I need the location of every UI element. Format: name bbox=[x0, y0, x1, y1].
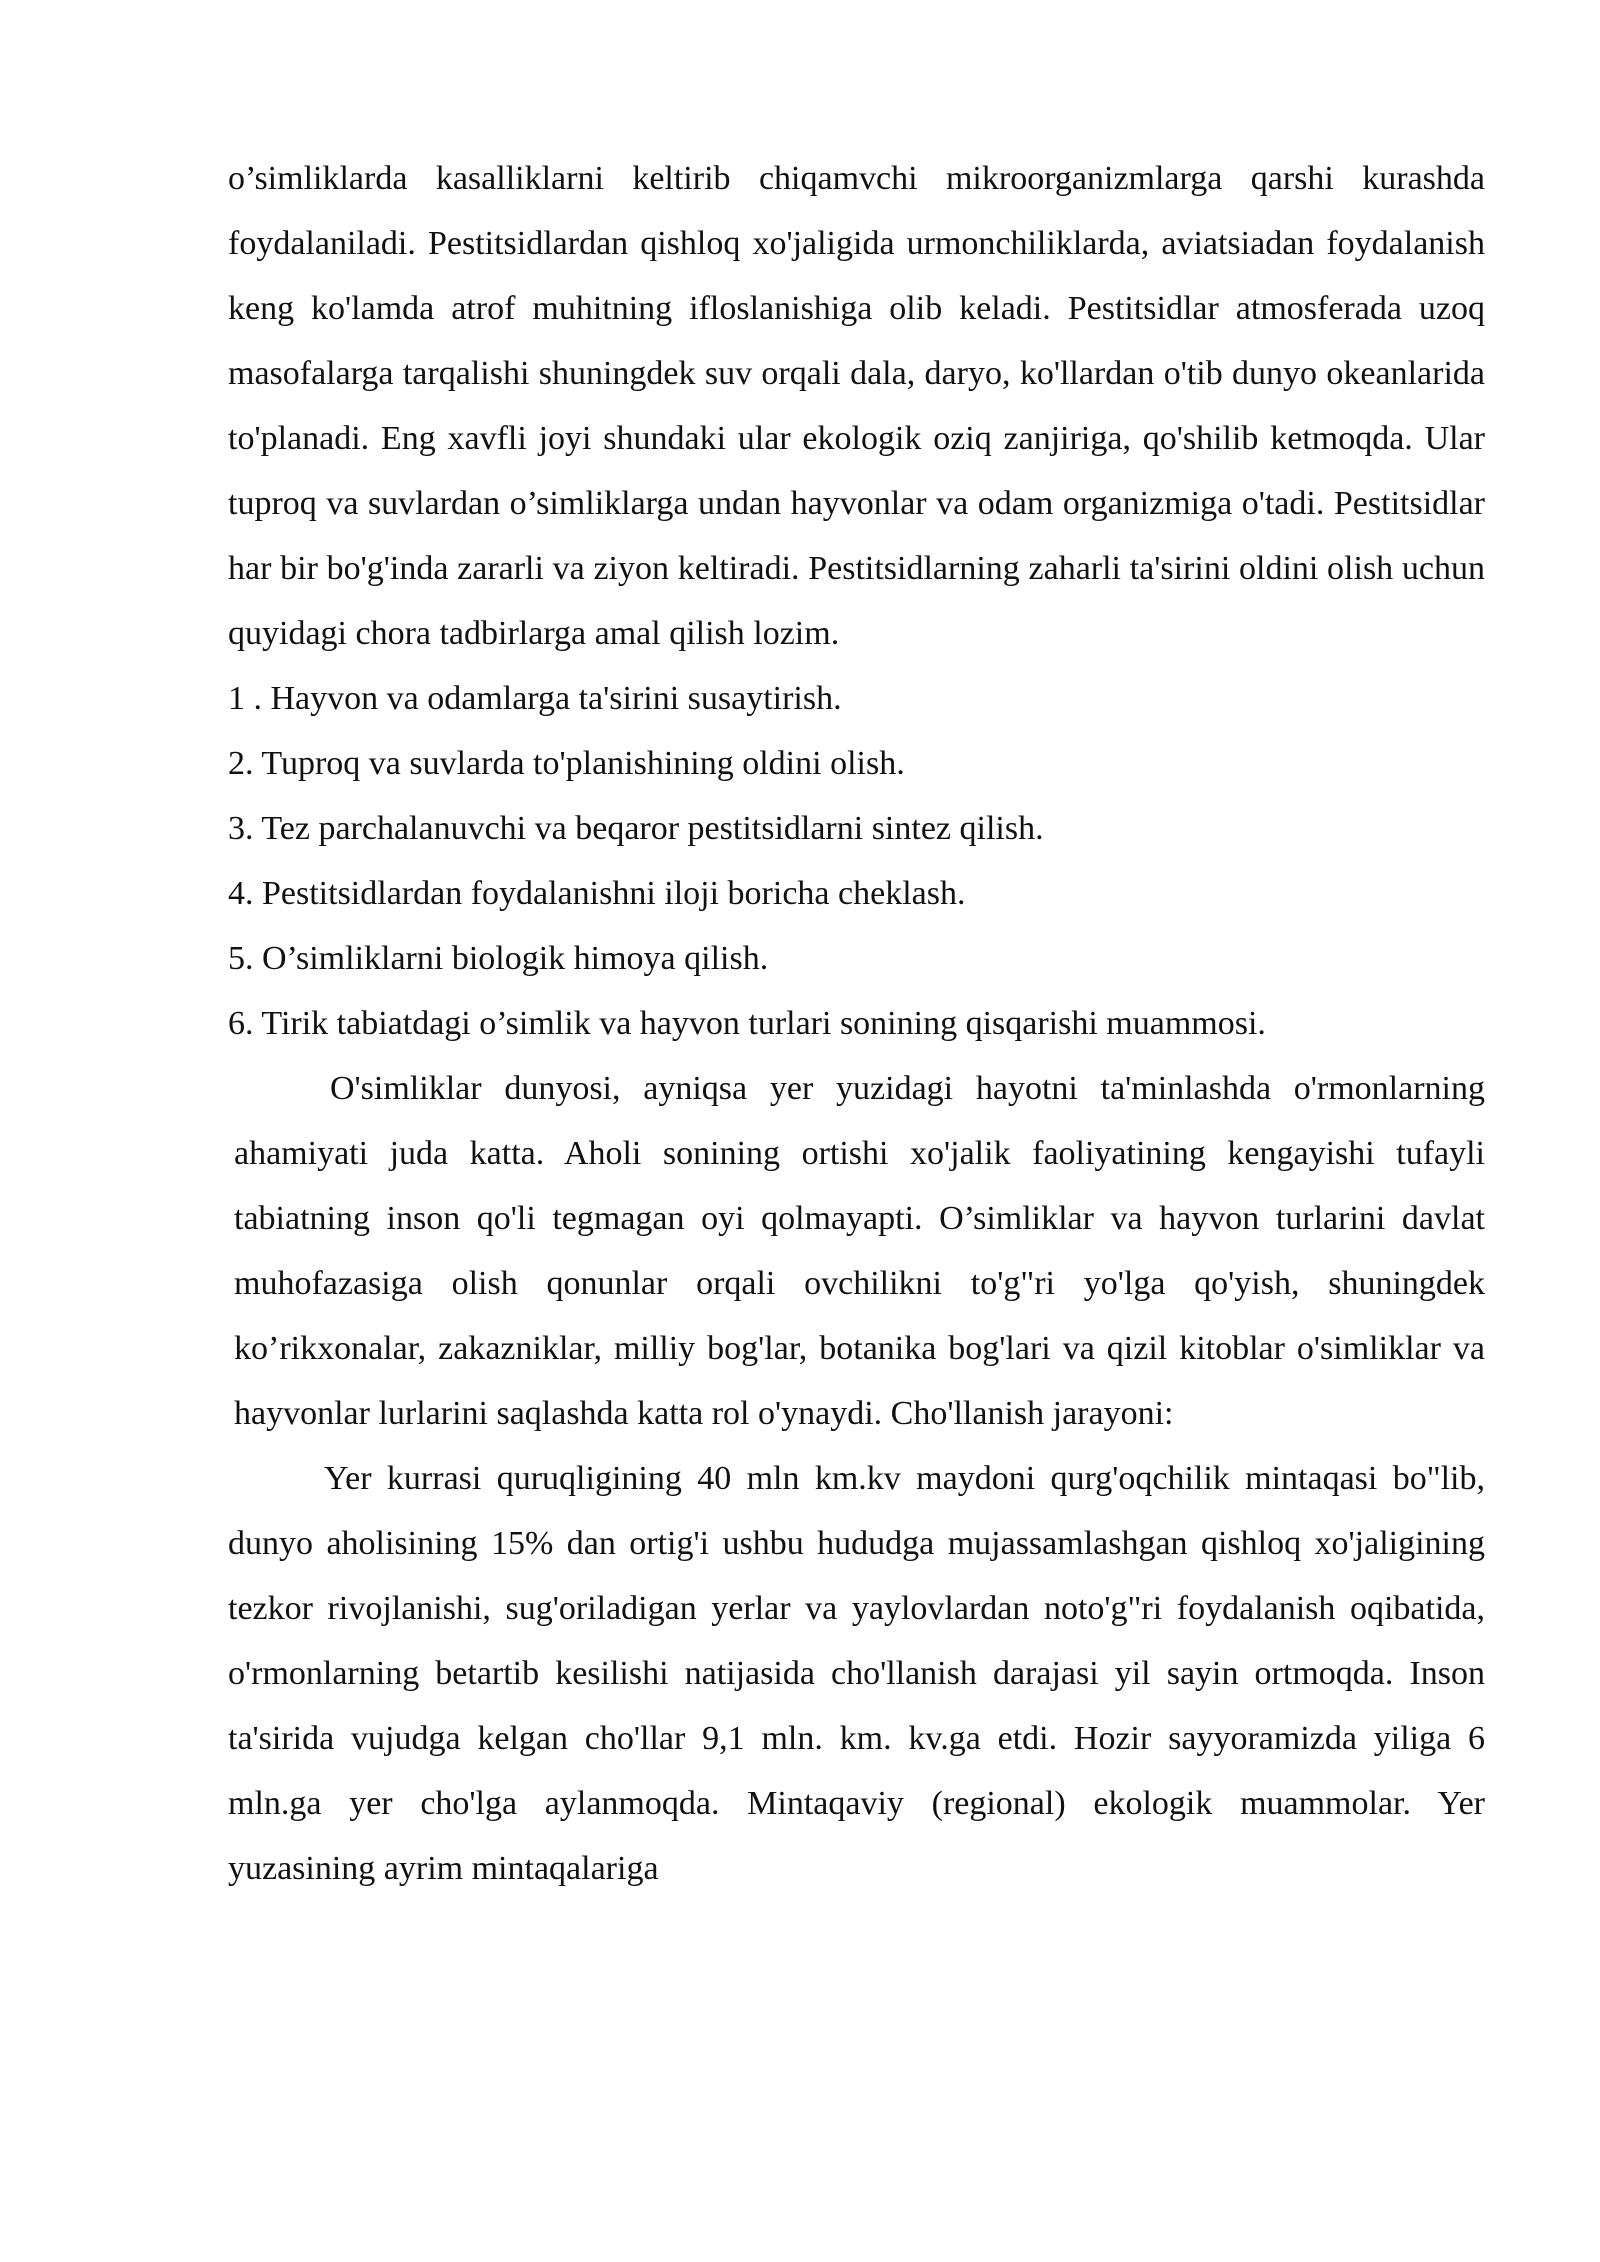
list-item: 6. Tirik tabiatdagi o’simlik va hayvon turlari sonining qisqarishi muammosi. bbox=[228, 1005, 1266, 1042]
list-item: 1 . Hayvon va odamlarga ta'sirini susaytirish. bbox=[228, 680, 842, 717]
measures-list bbox=[228, 666, 1485, 1056]
list-item: 2. Tuproq va suvlarda to'planishining oldini olish. bbox=[228, 745, 905, 782]
list-item: 5. O’simliklarni biologik himoya qilish. bbox=[228, 940, 769, 977]
paragraph-plant-world: O'simliklar dunyosi, ayniqsa yer yuzidagi hayotni ta'minlashda o'rmonlarning ahamiyati juda katta. Aholi sonining ortishi xo'jalik faoliyatining kengayishi tufayli tabiatning inson qo'li tegmagan oyi qolmayapti. O’simliklar va hayvon turlarini davlat muhofazasiga olish qonunlar orqali ovchilikni to'g"ri yo'lga qo'yish, shuningdek ko’rikxonalar, zakazniklar, milliy bog'lar, botanika bog'lari va qizil kitoblar o'simliklar va hayvonlar lurlarini saqlashda katta rol o'ynaydi. Cho'llanish jarayoni: bbox=[234, 1070, 1485, 1432]
paragraph-desertification: Yer kurrasi quruqligining 40 mln km.kv maydoni qurg'oqchilik mintaqasi bo"lib, dunyo aholisining 15% dan ortig'i ushbu hududga mujassamlashgan qishloq xo'jaligining tezkor rivojlanishi, sug'oriladigan yerlar va yaylovlardan noto'g"ri foydalanish oqibatida, o'rmonlarning betartib kesilishi natijasida cho'llanish darajasi yil sayin ortmoqda. Inson ta'sirida vujudga kelgan cho'llar 9,1 mln. km. kv.ga etdi. Hozir sayyoramizda yiliga 6 mln.ga yer cho'lga aylanmoqda. Mintaqaviy (regional) ekologik muammolar. Yer yuzasining ayrim mintaqalariga bbox=[228, 1460, 1485, 1887]
paragraph-pesticides: o’simliklarda kasalliklarni keltirib chiqamvchi mikroorganizmlarga qarshi kurashda foydalaniladi. Pestitsidlardan qishloq xo'jaligida urmonchiliklarda, aviatsiadan foydalanish keng ko'lamda atrof muhitning ifloslanishiga olib keladi. Pestitsidlar atmosferada uzoq masofalarga tarqalishi shuningdek suv orqali dala, daryo, ko'llardan o'tib dunyo okeanlarida to'planadi. Eng xavfli joyi shundaki ular ekologik oziq zanjiriga, qo'shilib ketmoqda. Ular tuproq va suvlardan o’simliklarga undan hayvonlar va odam organizmiga o'tadi. Pestitsidlar har bir bo'g'inda zararli va ziyon keltiradi. Pestitsidlarning zaharli ta'sirini oldini olish uchun quyidagi chora tadbirlarga amal qilish lozim. bbox=[228, 160, 1485, 652]
list-item: 4. Pestitsidlardan foydalanishni iloji boricha cheklash. bbox=[228, 875, 966, 912]
list-item: 3. Tez parchalanuvchi va beqaror pestitsidlarni sintez qilish. bbox=[228, 810, 1044, 847]
document-page bbox=[228, 146, 1485, 1901]
